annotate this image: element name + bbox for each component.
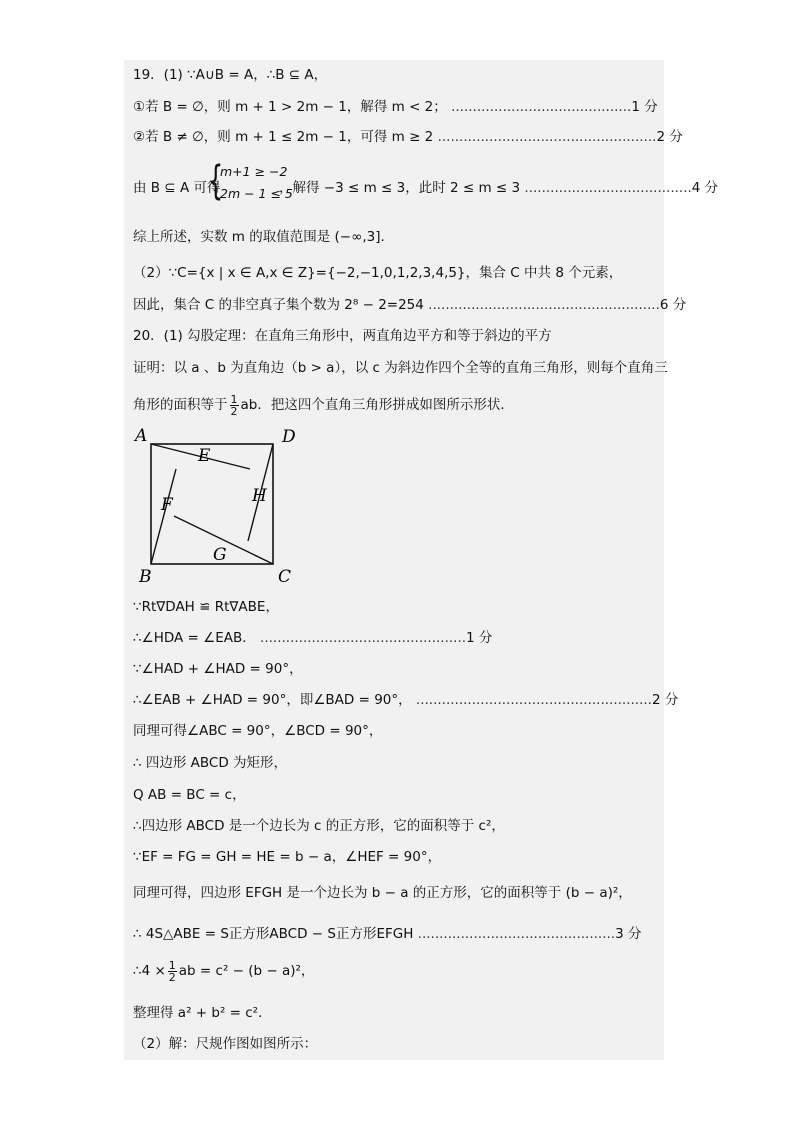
proof-result: 整理得 a² + b² = c²． [133, 1005, 272, 1021]
fraction-half-2: $\frac{1}{2}$ [168, 958, 176, 984]
proof-area-equation: ∴ 4S△ABE = S正方形ABCD − S正方形EFGH ..............................................3 分 [133, 926, 642, 942]
q20-area-line [133, 392, 514, 418]
q19-system-pre: 由 B ⊆ A 可得 [133, 180, 221, 196]
proof-square-abcd: ∴四边形 ABCD 是一个边长为 c 的正方形，它的面积等于 c²， [133, 818, 505, 834]
score-6: 6 分 [659, 297, 687, 313]
score-1: 1 分 [631, 99, 658, 115]
proof-expand [133, 958, 314, 984]
proof-angle-sum: ∵∠HAD + ∠HAD = 90°， [133, 661, 303, 677]
proof-angle-eq: ∴∠HDA = ∠EAB． ................................................1 分 [133, 630, 493, 646]
proof-angle-eq-text: ∴∠HDA = ∠EAB． [133, 630, 256, 646]
score-2b: 2 分 [651, 692, 679, 708]
label-g: G [213, 545, 227, 565]
proof-rectangle: ∴ 四边形 ABCD 为矩形， [133, 755, 288, 771]
label-f: F [161, 495, 173, 515]
label-c: C [278, 567, 292, 585]
label-a: A [135, 426, 148, 446]
pythagoras-figure [130, 425, 330, 585]
line-bf [151, 469, 176, 564]
q20-part2: （2）解：尺规作图如图所示： [133, 1036, 318, 1052]
q19-subsets: 因此，集合 C 的非空真子集个数为 2⁸ − 2=254 ......................................................6 分 [133, 297, 687, 313]
label-e: E [198, 446, 211, 466]
label-h: H [252, 486, 267, 506]
proof-square-efgh: 同理可得，四边形 EFGH 是一个边长为 b − a 的正方形，它的面积等于 (b − a)²， [133, 885, 632, 901]
q20-header: 20．(1) 勾股定理：在直角三角形中，两直角边平方和等于斜边的平方 [133, 328, 552, 344]
q19-case1-text: ①若 B = ∅，则 m + 1 > 2m − 1，解得 m < 2； [133, 99, 447, 115]
q20-proof-intro: 证明：以 a 、b 为直角边（b > a），以 c 为斜边作四个全等的直角三角形，则每个直角三 [133, 360, 668, 376]
label-b: B [139, 567, 152, 585]
q19-part2: （2）∵C={x | x ∈ A,x ∈ Z}={−2,−1,0,1,2,3,4,5}，集合 C 中共 8 个元素， [133, 265, 623, 281]
score-4: 4 分 [691, 180, 719, 196]
area-post: ab．把这四个直角三角形拼成如图所示形状． [240, 397, 514, 413]
proof-right-angle-text: ∴∠EAB + ∠HAD = 90°，即∠BAD = 90°， [133, 692, 412, 708]
system-row-2: 2m − 1 ≤ 5 [220, 186, 293, 201]
q19-subsets-text: 因此，集合 C 的非空真子集个数为 2⁸ − 2=254 [133, 297, 424, 313]
label-d: D [282, 427, 296, 447]
proof-area-equation-text: ∴ 4S△ABE = S正方形ABCD − S正方形EFGH [133, 926, 414, 942]
score-2: 2 分 [656, 129, 683, 145]
expand-post: ab = c² − (b − a)²， [178, 963, 315, 979]
proof-efgh-sides: ∵EF = FG = GH = HE = b − a，∠HEF = 90°， [133, 849, 442, 865]
q19-case2: ②若 B ≠ ∅，则 m + 1 ≤ 2m − 1，可得 m ≥ 2 ...................................................2 分 [133, 129, 683, 145]
q19-case2-text: ②若 B ≠ ∅，则 m + 1 ≤ 2m − 1，可得 m ≥ 2 [133, 129, 434, 145]
q19-system-post: ，解得 −3 ≤ m ≤ 3，此时 2 ≤ m ≤ 3 [279, 180, 521, 196]
proof-congruent: ∵Rt∇DAH ≌ Rt∇ABE， [133, 599, 279, 615]
q19-header: 19．(1) ∵A∪B = A，∴B ⊆ A， [133, 67, 328, 83]
expand-pre: ∴4 × [133, 963, 166, 979]
score-1b: 1 分 [466, 630, 493, 646]
score-3: 3 分 [615, 926, 642, 942]
system-row-1: m+1 ≥ −2 [220, 164, 288, 179]
proof-similar: 同理可得∠ABC = 90°，∠BCD = 90°， [133, 723, 383, 739]
fraction-half: $\frac{1}{2}$ [230, 392, 238, 418]
area-pre: 角形的面积等于 [133, 397, 228, 413]
q19-system: 由 B ⊆ A 可得 { m+1 ≥ −2 2m − 1 ≤ 5 ，解得 −3 ≤ m ≤ 3，此时 2 ≤ m ≤ 3 .......................................4 分 [133, 158, 719, 204]
q19-conclusion: 综上所述，实数 m 的取值范围是 (−∞,3]. [133, 229, 385, 245]
proof-sides-equal: Q AB = BC = c， [133, 787, 246, 803]
q19-case1: ①若 B = ∅，则 m + 1 > 2m − 1，解得 m < 2； ..........................................1 分 [133, 99, 658, 115]
proof-right-angle: ∴∠EAB + ∠HAD = 90°，即∠BAD = 90°， .......................................................2 分 [133, 692, 679, 708]
